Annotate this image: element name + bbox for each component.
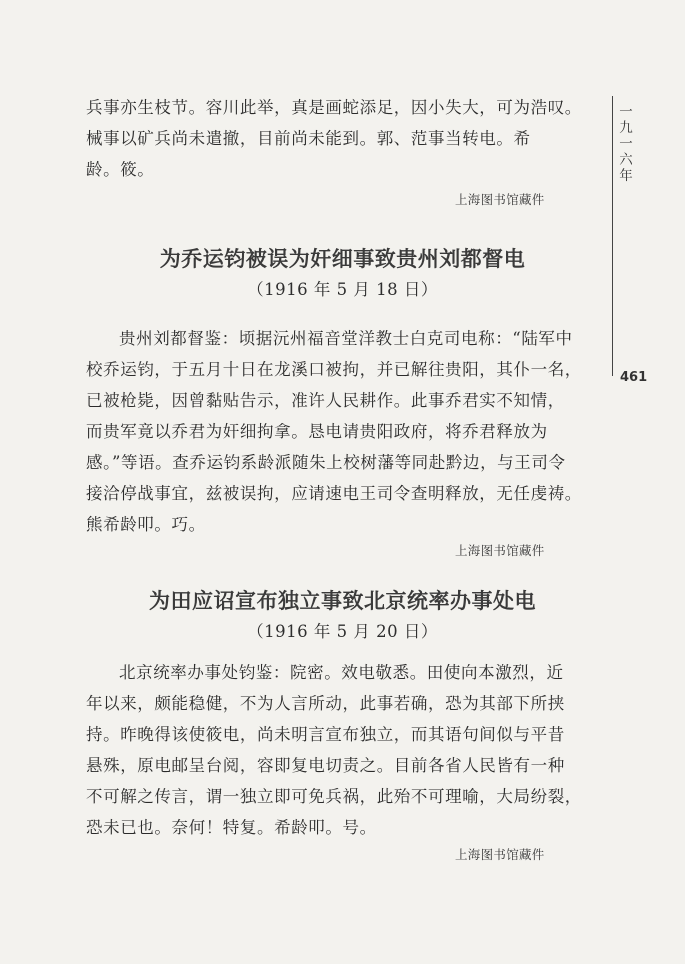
source-note: 上海图书馆藏件 bbox=[455, 543, 545, 558]
text-line: 悬殊，原电邮呈台阅，容即复电切责之。目前各省人民皆有一种 bbox=[86, 756, 565, 775]
text-line: 接洽停战事宜，兹被误拘，应请速电王司令查明释放，无任虔祷。 bbox=[86, 484, 582, 503]
text-line: 而贵军竟以乔君为奸细拘拿。恳电请贵阳政府，将乔君释放为 bbox=[86, 422, 548, 441]
text-line: 持。昨晚得该使筱电，尚未明言宣布独立，而其语句间似与平昔 bbox=[86, 725, 565, 744]
text-line: 年以来，颇能稳健，不为人言所动，此事若确，恐为其部下所挟 bbox=[86, 694, 565, 713]
text-line: 校乔运钧，于五月十日在龙溪口被拘，并已解往贵阳，其仆一名， bbox=[86, 360, 582, 379]
year-char: 九 bbox=[619, 120, 633, 136]
year-char: 年 bbox=[619, 168, 633, 184]
year-char: 六 bbox=[619, 152, 633, 168]
text-line: 感。”等语。查乔运钧系龄派随朱上校树藩等同赴黔边，与王司令 bbox=[86, 453, 566, 472]
source-note: 上海图书馆藏件 bbox=[455, 192, 545, 207]
text-line: 已被枪毙，因曾黏贴告示，准许人民耕作。此事乔君实不知情， bbox=[86, 391, 565, 410]
text-line: 龄。筱。 bbox=[86, 160, 155, 179]
letter-title: 为田应诏宣布独立事致北京统率办事处电 bbox=[149, 589, 536, 613]
page-number: 461 bbox=[620, 370, 648, 385]
letter-body bbox=[86, 323, 604, 540]
text-line: 恐未已也。奈何！特复。希龄叩。号。 bbox=[86, 818, 377, 837]
text-line: 兵事亦生枝节。容川此举，真是画蛇添足，因小失大，可为浩叹。 bbox=[86, 98, 582, 117]
year-char: 一 bbox=[619, 104, 633, 120]
year-char: 一 bbox=[619, 136, 633, 152]
text-line: 贵州刘都督鉴：顷据沅州福音堂洋教士白克司电称：“陆军中 bbox=[119, 329, 573, 348]
text-line: 不可解之传言，谓一独立即可免兵祸，此殆不可理喻，大局纷裂， bbox=[86, 787, 582, 806]
continued-paragraph bbox=[86, 92, 604, 185]
letter-body bbox=[86, 657, 604, 843]
text-line: 北京统率办事处钧鉴：院密。效电敬悉。田使向本激烈，近 bbox=[119, 663, 564, 682]
letter-date: （1916 年 5 月 20 日） bbox=[247, 622, 438, 641]
running-year bbox=[618, 104, 634, 184]
margin-rule bbox=[612, 96, 613, 376]
source-note: 上海图书馆藏件 bbox=[455, 847, 545, 862]
text-line: 熊希龄叩。巧。 bbox=[86, 515, 206, 534]
text-line: 械事以矿兵尚未遣撤，目前尚未能到。郭、范事当转电。希 bbox=[86, 129, 531, 148]
letter-title: 为乔运钧被误为奸细事致贵州刘都督电 bbox=[159, 247, 526, 271]
letter-date: （1916 年 5 月 18 日） bbox=[247, 280, 438, 299]
